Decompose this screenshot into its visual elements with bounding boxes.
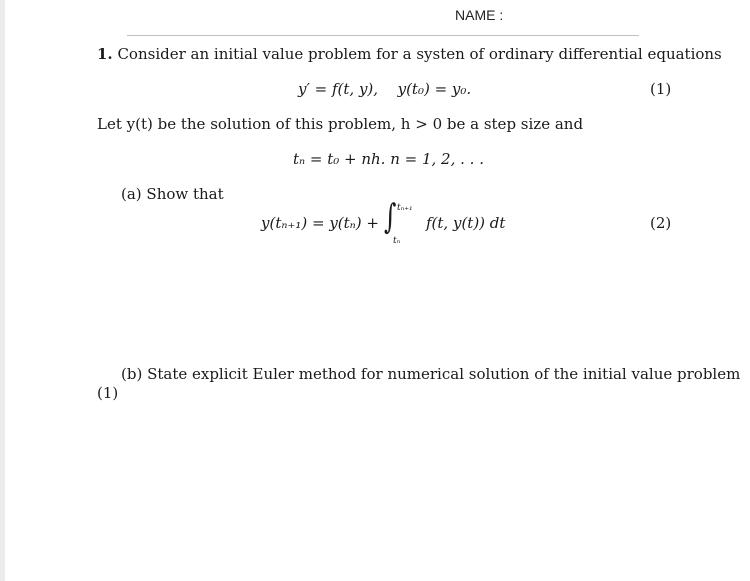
equation-1-number: (1) bbox=[650, 80, 672, 98]
integral-sign: ∫ bbox=[384, 197, 397, 237]
part-b-text: (b) State explicit Euler method for numerical solution of the initial value problem bbox=[121, 365, 741, 383]
name-label: NAME : bbox=[455, 7, 504, 23]
integral-upper-limit: tₙ₊₁ bbox=[397, 203, 413, 213]
question-intro-line bbox=[97, 45, 722, 63]
question-intro-text: Consider an initial value problem for a systen of ordinary differential equations bbox=[117, 45, 722, 63]
equation-2-number: (2) bbox=[650, 214, 672, 232]
equation-1 bbox=[298, 80, 471, 98]
part-b-points: (1) bbox=[97, 384, 119, 402]
integral-lower-limit: tₙ bbox=[393, 236, 401, 246]
equation-1-ode: y′ = f(t, y), bbox=[298, 80, 379, 98]
equation-1-initial-condition: y(t₀) = y₀. bbox=[397, 80, 472, 98]
name-underline bbox=[127, 35, 639, 36]
equation-2-lhs: y(tₙ₊₁) = y(tₙ) + bbox=[261, 214, 379, 232]
integrand: f(t, y(t)) dt bbox=[426, 214, 506, 232]
question-number: 1. bbox=[97, 45, 113, 63]
part-a-label: (a) Show that bbox=[121, 185, 224, 203]
let-statement: Let y(t) be the solution of this problem, h > 0 be a step size and bbox=[97, 115, 584, 133]
page-left-edge bbox=[0, 0, 5, 581]
tn-definition: tₙ = t₀ + nh. n = 1, 2, . . . bbox=[293, 150, 484, 168]
